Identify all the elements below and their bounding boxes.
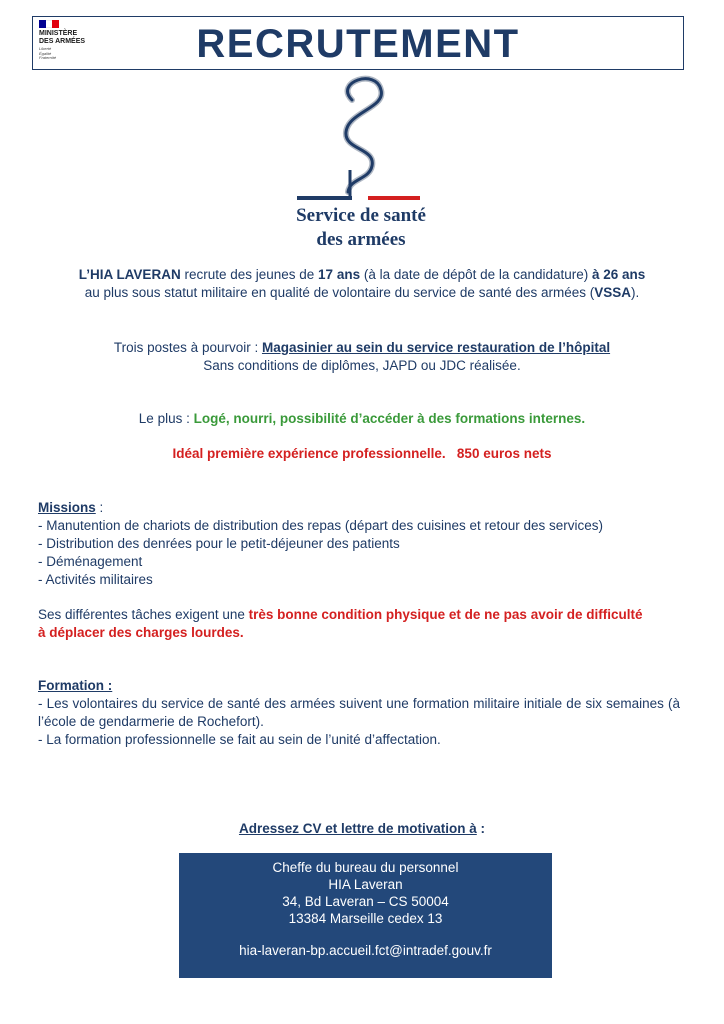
email-link[interactable]: hia-laveran-bp.accueil.fct@intradef.gouv.fr: [239, 943, 492, 958]
ministry-name: MINISTÈRE DES ARMÉES: [39, 30, 86, 45]
republic-motto: Liberté Égalité Fraternité: [39, 46, 57, 60]
address-box: [179, 853, 552, 978]
list-item: - Activités militaires: [38, 572, 153, 587]
organization-name: Service de santé des armées: [296, 205, 426, 250]
missions-list: [38, 517, 688, 589]
street-address: 34, Bd Laveran – CS 50004: [282, 894, 449, 909]
list-item: - Distribution des denrées pour le petit-déjeuner des patients: [38, 536, 400, 551]
posts-paragraph: Trois postes à pourvoir : Magasinier au sein du service restauration de l’hôpital Sans conditions de diplômes, JAPD ou JDC réalisée.: [113, 340, 611, 373]
intro-paragraph: L’HIA LAVERAN recrute des jeunes de 17 ans (à la date de dépôt de la candidature) à 26 ans au plus sous statut militaire en qualité de volontaire du service de santé des armées (VSSA).: [78, 267, 646, 300]
caduceus-snake-icon: [290, 74, 430, 204]
header-banner: [32, 16, 684, 70]
list-item: - Les volontaires du service de santé des armées suivent une formation militaire initiale de six semaines (à l’école de gendarmerie de Rochefort).: [38, 696, 680, 729]
formation-section: [38, 677, 680, 749]
list-item: - Déménagement: [38, 554, 143, 569]
list-item: - Manutention de chariots de distribution des repas (départ des cuisines et retour des services): [38, 518, 604, 533]
recipient: Cheffe du bureau du personnel: [272, 860, 459, 875]
position-title: Magasinier au sein du service restauration de l’hôpital: [261, 340, 611, 355]
formation-heading: Formation :: [38, 678, 113, 693]
bonus-line: Le plus : Logé, nourri, possibilité d’accéder à des formations internes.: [138, 411, 586, 426]
contact-heading: Adressez CV et lettre de motivation à :: [238, 821, 486, 836]
city-address: 13384 Marseille cedex 13: [288, 911, 443, 926]
hospital: HIA Laveran: [328, 877, 403, 892]
ideal-salary-line: Idéal première expérience professionnelle. 850 euros nets: [172, 446, 552, 461]
page-title: RECRUTEMENT: [196, 22, 520, 66]
missions-heading: Missions: [38, 500, 96, 515]
list-item: - La formation professionnelle se fait au sein de l’unité d’affectation.: [38, 732, 441, 747]
requirements-paragraph: Ses différentes tâches exigent une très bonne condition physique et de ne pas avoir de difficulté à déplacer des charges lourdes.: [38, 607, 643, 640]
salary: 850 euros nets: [456, 446, 552, 461]
missions-section: Missions : - Manutention de chariots de distribution des repas (départ des cuisines et retour des services) - Distribution des denrées pour le petit-déjeuner des patients - Déménagement - Activités militaires: [38, 499, 688, 589]
